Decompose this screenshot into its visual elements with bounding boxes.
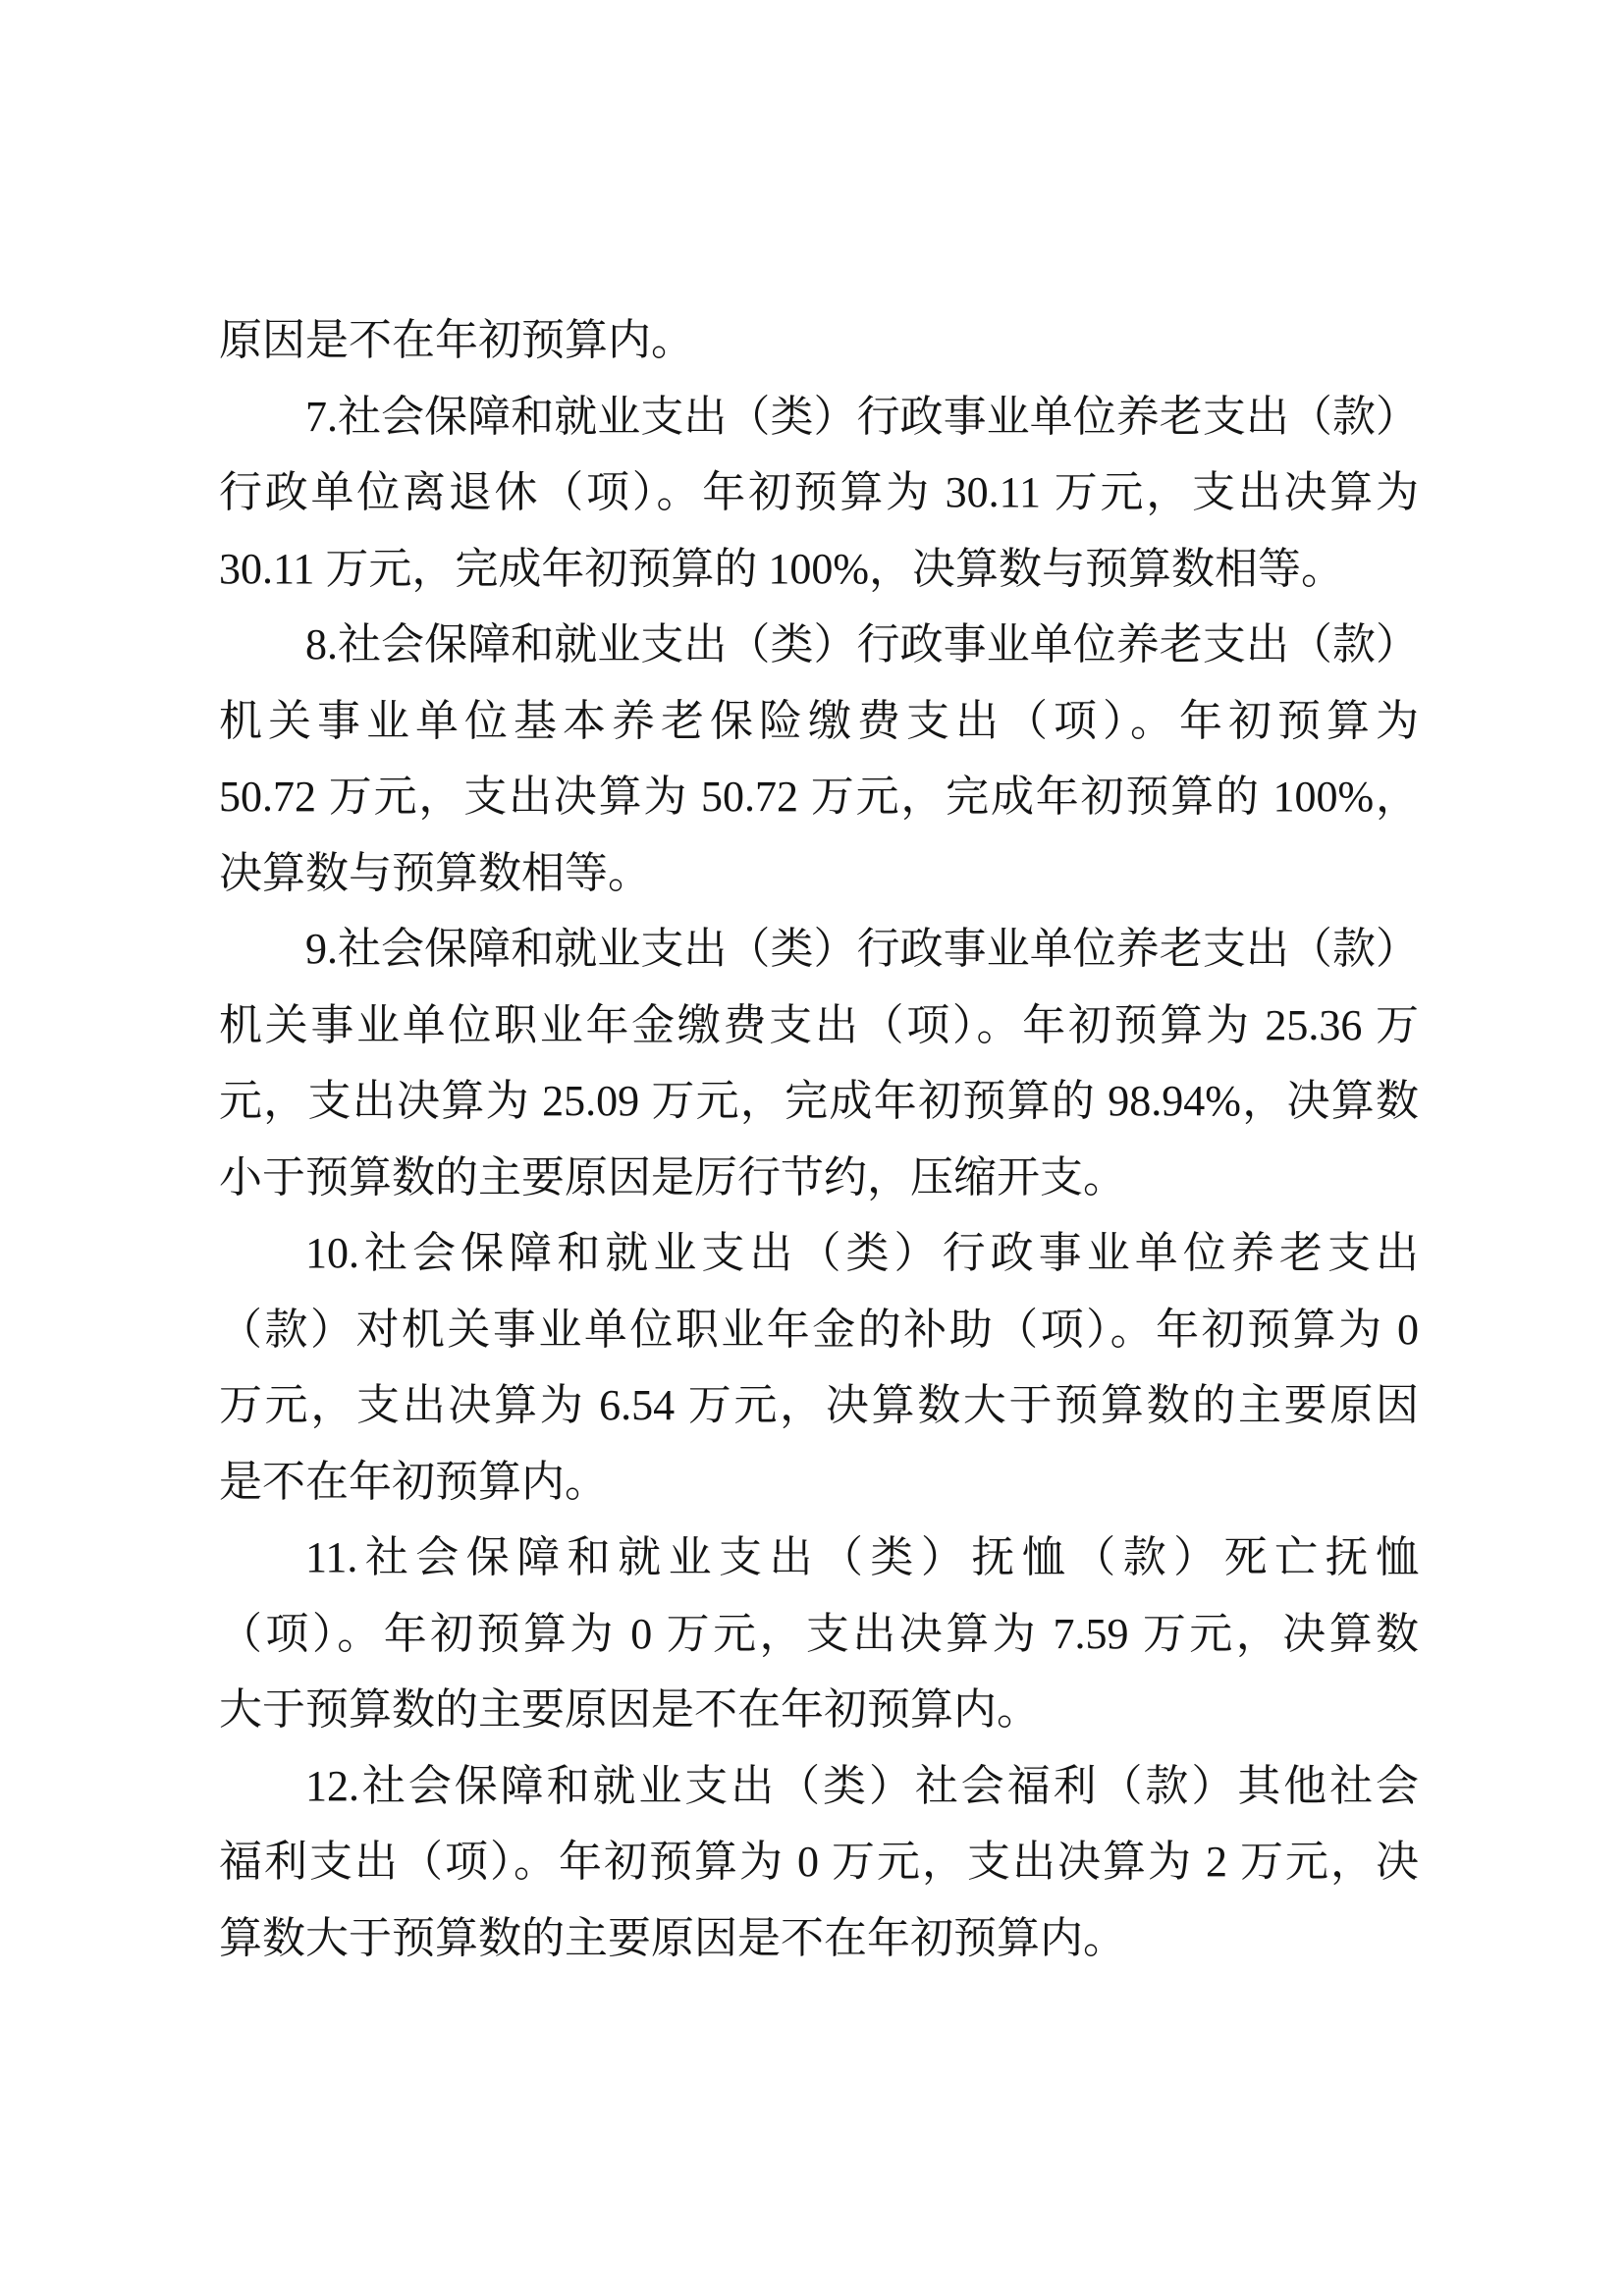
numbered-paragraph <box>219 1520 1419 1748</box>
text-line: 12.社会保障和就业支出（类）社会福利（款）其他社会 <box>305 1761 1419 1810</box>
text-line: （款）对机关事业单位职业年金的补助（项）。年初预算为 0 <box>219 1305 1419 1354</box>
text-line: 是不在年初预算内。 <box>219 1457 608 1506</box>
text-line: 8.社会保障和就业支出（类）行政事业单位养老支出（款） <box>305 620 1419 668</box>
text-line: 行政单位离退休（项）。年初预算为 30.11 万元，支出决算为 <box>219 468 1419 516</box>
numbered-paragraph <box>219 1748 1419 1977</box>
text-line: 决算数与预算数相等。 <box>219 848 651 897</box>
text-line: 10.社会保障和就业支出（类）行政事业单位养老支出 <box>305 1229 1419 1277</box>
text-line: 大于预算数的主要原因是不在年初预算内。 <box>219 1685 1040 1734</box>
text-line: 元，支出决算为 25.09 万元，完成年初预算的 98.94%，决算数 <box>219 1077 1419 1125</box>
continuation-paragraph <box>219 302 1419 379</box>
text-line: 算数大于预算数的主要原因是不在年初预算内。 <box>219 1913 1126 1962</box>
numbered-paragraph <box>219 911 1419 1215</box>
text-line: 机关事业单位基本养老保险缴费支出（项）。年初预算为 <box>219 696 1419 745</box>
text-line: 9.社会保障和就业支出（类）行政事业单位养老支出（款） <box>305 925 1419 973</box>
body-text <box>219 302 1419 1976</box>
text-line: 7.社会保障和就业支出（类）行政事业单位养老支出（款） <box>305 392 1419 441</box>
numbered-paragraph <box>219 1215 1419 1520</box>
text-line: 小于预算数的主要原因是厉行节约，压缩开支。 <box>219 1152 1126 1201</box>
text-line: 11.社会保障和就业支出（类）抚恤（款）死亡抚恤 <box>305 1533 1419 1581</box>
text-line: 福利支出（项）。年初预算为 0 万元，支出决算为 2 万元，决 <box>219 1838 1419 1886</box>
numbered-paragraph <box>219 607 1419 911</box>
text-line: 50.72 万元，支出决算为 50.72 万元，完成年初预算的 100%， <box>219 773 1419 821</box>
text-line: 原因是不在年初预算内。 <box>219 316 694 364</box>
numbered-paragraph <box>219 379 1419 608</box>
text-line: （项）。年初预算为 0 万元，支出决算为 7.59 万元，决算数 <box>219 1609 1419 1658</box>
text-line: 机关事业单位职业年金缴费支出（项）。年初预算为 25.36 万 <box>219 1000 1419 1049</box>
text-line: 万元，支出决算为 6.54 万元，决算数大于预算数的主要原因 <box>219 1381 1419 1429</box>
text-line: 30.11 万元，完成年初预算的 100%，决算数与预算数相等。 <box>219 544 1345 593</box>
